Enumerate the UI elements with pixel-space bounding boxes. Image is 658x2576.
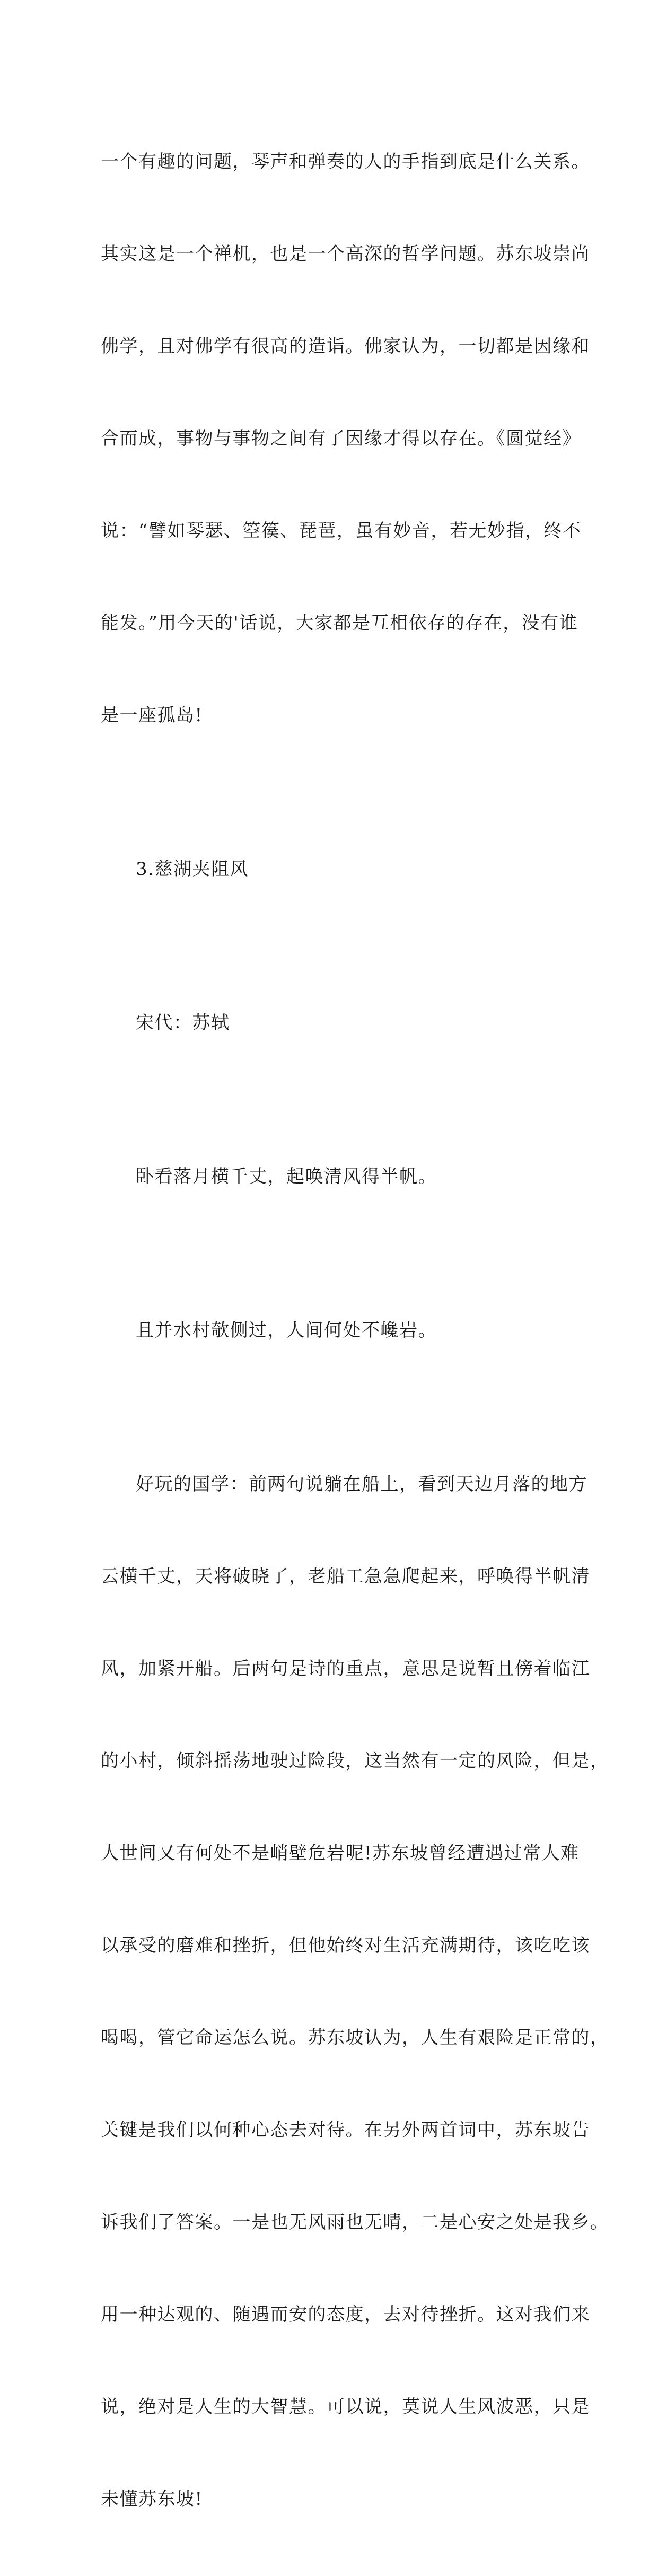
poem-line-1 — [101, 1100, 567, 1254]
paragraph-zen-discussion — [101, 85, 590, 792]
text-line: 诉我们了答案。一是也无风雨也无晴，二是心安之处是我乡。 — [101, 2212, 609, 2233]
text-line: 合而成，事物与事物之间有了因缘才得以存在。《圆觉经》 — [101, 428, 581, 449]
text-line: 喝喝，管它命运怎么说。苏东坡认为，人生有艰险是正常的， — [101, 2027, 609, 2048]
poem-author — [101, 946, 567, 1100]
text-line: 且并水村欹侧过，人间何处不巉岩。 — [136, 1320, 437, 1341]
text-line: 用一种达观的、随遇而安的态度，去对待挫折。这对我们来 — [101, 2304, 590, 2325]
text-line: 一个有趣的问题，琴声和弹奏的人的手指到底是什么关系。 — [101, 151, 590, 172]
text-line: 说，绝对是人生的大智慧。可以说，莫说人生风波恶，只是 — [101, 2396, 590, 2417]
text-line: 宋代：苏轼 — [136, 1012, 230, 1033]
text-line: 好玩的国学：前两句说躺在船上，看到天边月落的地方 — [136, 1474, 587, 1495]
text-line: 人世间又有何处不是峭壁危岩呢!苏东坡曾经遭遇过常人难 — [101, 1843, 580, 1864]
text-line: 关键是我们以何种心态去对待。在另外两首词中，苏东坡告 — [101, 2119, 590, 2141]
document-body — [101, 85, 609, 2576]
text-line: 风，加紧开船。后两句是诗的重点，意思是说暂且傍着临江 — [101, 1658, 590, 1679]
text-line: 是一座孤岛! — [101, 705, 203, 726]
poem-line-2 — [101, 1254, 567, 1407]
text-line: 卧看落月横千丈，起唤清风得半帆。 — [136, 1166, 437, 1187]
poem-title — [101, 792, 567, 946]
text-line: 佛学，且对佛学有很高的造诣。佛家认为，一切都是因缘和 — [101, 336, 590, 357]
text-line: 未懂苏东坡! — [101, 2489, 203, 2510]
text-line: 3.慈湖夹阻风 — [136, 858, 249, 880]
text-line: 说：“譬如琴瑟、箜篌、琵琶，虽有妙音，若无妙指，终不 — [101, 520, 582, 541]
text-line: 云横千丈，天将破晓了，老船工急急爬起来，呼唤得半帆清 — [101, 1566, 590, 1587]
text-line: 的小村，倾斜摇荡地驶过险段，这当然有一定的风险，但是， — [101, 1750, 609, 1772]
text-line: 其实这是一个禅机，也是一个高深的哲学问题。苏东坡崇尚 — [101, 243, 590, 265]
text-line: 能发。”用今天的'话说，大家都是互相依存的存在，没有谁 — [101, 612, 578, 634]
text-line: 以承受的磨难和挫折，但他始终对生活充满期待，该吃吃该 — [101, 1935, 590, 1956]
paragraph-commentary — [101, 1407, 609, 2576]
